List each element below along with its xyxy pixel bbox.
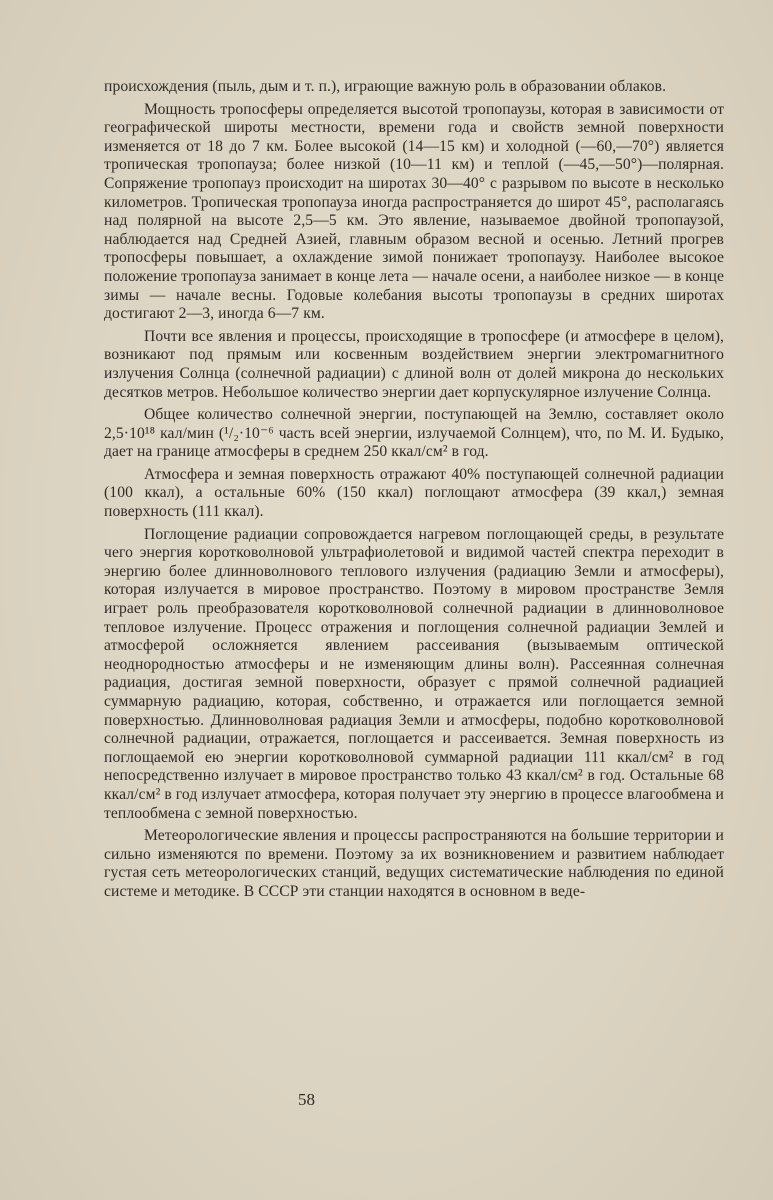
page-number: 58	[298, 1090, 315, 1109]
paragraph-solar-energy: Общее количество солнечной энергии, поступающей на Землю, составляет около 2,5·10¹⁸ кал/мин (¹/₂·10⁻⁶ часть всей энергии, излучаемой Солнцем), что, по М. И. Будыко, дает на границе атмосферы в среднем 250 ккал/см² в год.	[104, 406, 724, 461]
paragraph-reflection: Атмосфера и земная поверхность отражают 40% поступающей солнечной радиации (100 ккал), а остальные 60% (150 ккал) поглощают атмосфера (39 ккал,) земная поверхность (111 ккал).	[104, 465, 724, 521]
paragraph-tropopause: Мощность тропосферы определяется высотой тропопаузы, которая в зависимости от географической широты местности, времени года и свойств земной поверхности изменяется от 18 до 7 км. Более высокой (14—15 км) и холодной (—60,—70°) является тропическая тропопауза; более низкой (10—11 км) и теплой (—45,—50°)—полярная. Сопряжение тропопауз происходит на широтах 30—40° с разрывом по высоте в несколько километров. Тропическая тропопауза иногда распространяется до широт 45°, располагаясь над полярной на высоте 2,5—5 км. Это явление, называемое двойной тропопаузой, наблюдается над Средней Азией, главным образом весной и осенью. Летний прогрев тропосферы повышает, а охлаждение зимой понижает тропопаузу. Наиболее высокое положение тропопауза занимает в конце лета — начале осени, а наиболее низкое — в конце зимы — начале весны. Годовые колебания высоты тропопаузы в средних широтах достигают 2—3, иногда 6—7 км.	[104, 100, 724, 323]
paragraph-absorption: Поглощение радиации сопровождается нагревом поглощающей среды, в результате чего энергия коротковолновой ультрафиолетовой и видимой частей спектра переходит в энергию более длинноволнового теплового излучения (радиацию Земли и атмосферы), которая излучается в мировое пространство. Поэтому в мировом пространстве Земля играет роль преобразователя коротковолновой солнечной радиации в длинноволновое тепловое излучение. Процесс отражения и поглощения солнечной радиации Землей и атмосферой осложняется явлением рассеивания (вызываемым оптической неоднородностью атмосферы и не изменяющим длины волн). Рассеянная солнечная радиация, достигая земной поверхности, образует с прямой солнечной радиацией суммарную радиацию, которая, собственно, и отражается или поглощается земной поверхностью. Длинноволновая радиация Земли и атмосферы, подобно коротковолновой солнечной радиации, отражается, поглощается и рассеивается. Земная поверхность из поглощаемой ею энергии коротковолновой суммарной радиации 111 ккал/см² в год непосредственно излучает в мировое пространство только 43 ккал/см² в год. Остальные 68 ккал/см² в год излучает атмосфера, которая получает эту энергию в процессе влагообмена и теплообмена с земной поверхностью.	[104, 525, 724, 822]
paragraph-continuation: происхождения (пыль, дым и т. п.), играющие важную роль в образовании облаков.	[104, 78, 667, 95]
paragraph-solar-radiation: Почти все явления и процессы, происходящие в тропосфере (и атмосфере в целом), возникают под прямым или косвенным воздействием энергии электромагнитного излучения Солнца (солнечной радиации) с длиной волн от долей микрона до нескольких десятков метров. Небольшое количество энергии дает корпускулярное излучение Солнца.	[104, 327, 724, 401]
body-text	[104, 78, 724, 902]
paragraph-stations: Метеорологические явления и процессы распространяются на большие территории и сильно изменяются по времени. Поэтому за их возникновением и развитием наблюдает густая сеть метеорологических станций, ведущих систематические наблюдения по единой системе и методике. В СССР эти станции находятся в основном в веде-	[104, 827, 724, 900]
